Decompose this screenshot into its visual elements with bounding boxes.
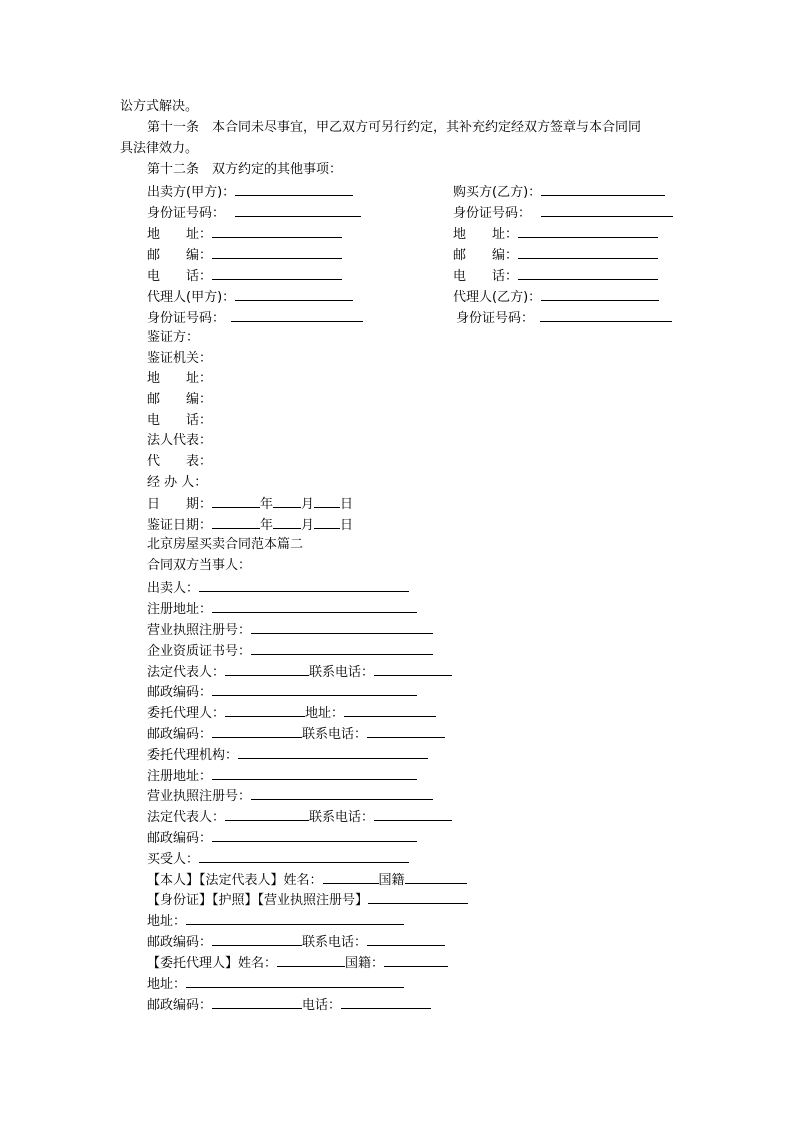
notary-org: 鉴证机关：: [147, 351, 213, 366]
notary-handler: 经 办 人：: [147, 475, 208, 490]
paragraph-continuation: 讼方式解决。: [120, 99, 199, 114]
field-label: 购买方(乙方)：: [453, 185, 542, 200]
field-label: 国籍：: [345, 956, 385, 971]
notary-phone: 电 话：: [147, 413, 213, 428]
blank-line[interactable]: [374, 807, 452, 821]
party-a-seller: [147, 182, 353, 200]
notary-zip: 邮 编：: [147, 392, 213, 407]
blank-line[interactable]: [199, 849, 409, 863]
blank-line[interactable]: [341, 995, 431, 1009]
blank-year[interactable]: [212, 515, 260, 529]
blank-line[interactable]: [251, 786, 433, 800]
blank-line[interactable]: [374, 662, 452, 676]
day-label: 日: [340, 518, 354, 533]
blank-line[interactable]: [212, 245, 342, 259]
article-11-line1: 第十一条 本合同未尽事宜，甲乙双方可另行约定，其补充约定经双方签章与本合同同: [147, 120, 642, 135]
notary-date: [147, 494, 353, 512]
blank-line[interactable]: [238, 745, 428, 759]
blank-line[interactable]: [235, 287, 353, 301]
party-b-phone: [453, 266, 658, 284]
year-label: 年: [260, 518, 274, 533]
blank-line[interactable]: [323, 870, 379, 884]
field-label: 联系电话：: [302, 935, 368, 950]
month-label: 月: [301, 518, 315, 533]
field-label: 身份证号码：: [147, 206, 226, 221]
blank-line[interactable]: [186, 974, 404, 988]
field-label: 日 期：: [147, 497, 213, 512]
field-label: 出卖人：: [147, 581, 200, 596]
field-label: 身份证号码：: [147, 311, 226, 326]
party-b-agent: [453, 287, 659, 305]
field-label: 【委托代理人】姓名：: [147, 956, 278, 971]
agency-legal-rep: [147, 807, 452, 825]
field-label: 邮政编码：: [147, 831, 213, 846]
field-label: 邮 编：: [453, 248, 519, 263]
field-label: 电 话：: [453, 269, 519, 284]
blank-line[interactable]: [368, 890, 468, 904]
blank-line[interactable]: [212, 682, 417, 696]
blank-line[interactable]: [212, 995, 302, 1009]
blank-line[interactable]: [212, 766, 417, 780]
field-label: 企业资质证书号：: [147, 644, 252, 659]
blank-line[interactable]: [405, 870, 467, 884]
agency-reg-address: [147, 766, 417, 784]
blank-line[interactable]: [251, 620, 433, 634]
blank-line[interactable]: [225, 807, 309, 821]
buyer-line: [147, 849, 409, 867]
blank-line[interactable]: [212, 932, 302, 946]
field-label: 代理人(甲方)：: [147, 290, 236, 305]
field-label: 国籍: [378, 873, 405, 888]
seller-agent-zip: [147, 724, 445, 742]
agency-biz-license: [147, 786, 433, 804]
party-b-address: [453, 224, 658, 242]
field-label: 地址：: [147, 977, 187, 992]
field-label: 买受人：: [147, 852, 200, 867]
seller-zip: [147, 682, 417, 700]
blank-line[interactable]: [225, 662, 309, 676]
field-label: 地址：: [147, 914, 187, 929]
field-label: 邮政编码：: [147, 685, 213, 700]
blank-year[interactable]: [212, 494, 260, 508]
blank-line[interactable]: [235, 203, 361, 217]
blank-line[interactable]: [212, 599, 417, 613]
seller-line: [147, 578, 409, 596]
agency-zip: [147, 828, 417, 846]
field-label: 邮政编码：: [147, 998, 213, 1013]
blank-month[interactable]: [273, 515, 301, 529]
notary-header: 鉴证方：: [147, 330, 200, 345]
blank-day[interactable]: [314, 515, 340, 529]
seller-legal-rep: [147, 662, 452, 680]
blank-line[interactable]: [212, 724, 302, 738]
field-label: 联系电话：: [302, 727, 368, 742]
blank-line[interactable]: [212, 224, 342, 238]
buyer-address: [147, 911, 404, 929]
day-label: 日: [340, 497, 354, 512]
field-label: 营业执照注册号：: [147, 789, 252, 804]
field-label: 出卖方(甲方)：: [147, 185, 236, 200]
month-label: 月: [301, 497, 315, 512]
buyer-zip: [147, 932, 445, 950]
blank-line[interactable]: [541, 182, 665, 196]
field-label: 地 址：: [147, 227, 213, 242]
field-label: 电话：: [302, 998, 342, 1013]
field-label: 联系电话：: [309, 665, 375, 680]
blank-line[interactable]: [231, 308, 363, 322]
blank-line[interactable]: [541, 203, 673, 217]
party-a-agent: [147, 287, 353, 305]
section2-parties: 合同双方当事人：: [147, 558, 252, 573]
field-label: 地址：: [305, 706, 345, 721]
notary-rep: 代 表：: [147, 454, 213, 469]
field-label: 电 话：: [147, 269, 213, 284]
blank-line[interactable]: [235, 182, 353, 196]
field-label: 身份证号码：: [453, 206, 532, 221]
field-label: 鉴证日期：: [147, 518, 213, 533]
buyer-id-type: [147, 890, 468, 908]
buyer-person: [147, 870, 467, 888]
seller-agent: [147, 703, 436, 721]
blank-line[interactable]: [251, 641, 433, 655]
blank-line[interactable]: [518, 245, 658, 259]
article-11-line2: 具法律效力。: [120, 141, 199, 156]
field-label: 法定代表人：: [147, 810, 226, 825]
party-b-zip: [453, 245, 658, 263]
blank-line[interactable]: [518, 224, 658, 238]
seller-agency: [147, 745, 428, 763]
field-label: 【本人】【法定代表人】姓名：: [147, 873, 323, 888]
party-a-agent-id: [147, 308, 363, 326]
blank-month[interactable]: [273, 494, 301, 508]
field-label: 邮政编码：: [147, 727, 213, 742]
seller-biz-license: [147, 620, 433, 638]
party-a-phone: [147, 266, 342, 284]
blank-line[interactable]: [541, 287, 659, 301]
blank-line[interactable]: [277, 953, 345, 967]
notary-legal-rep: 法人代表：: [147, 433, 213, 448]
field-label: 委托代理机构：: [147, 748, 239, 763]
party-b-buyer: [453, 182, 665, 200]
blank-line[interactable]: [344, 703, 436, 717]
blank-day[interactable]: [314, 494, 340, 508]
blank-line[interactable]: [212, 266, 342, 280]
buyer-agent: [147, 953, 448, 971]
buyer-agent-zip: [147, 995, 431, 1013]
notary-address: 地 址：: [147, 371, 213, 386]
field-label: 邮政编码：: [147, 935, 213, 950]
blank-line[interactable]: [212, 828, 417, 842]
blank-line[interactable]: [384, 953, 448, 967]
field-label: 地 址：: [453, 227, 519, 242]
buyer-agent-address: [147, 974, 404, 992]
party-a-address: [147, 224, 342, 242]
field-label: 注册地址：: [147, 769, 213, 784]
blank-line[interactable]: [518, 266, 658, 280]
notary-cert-date: [147, 515, 353, 533]
seller-qual-cert: [147, 641, 433, 659]
field-label: 法定代表人：: [147, 665, 226, 680]
blank-line[interactable]: [186, 911, 404, 925]
blank-line[interactable]: [367, 932, 445, 946]
blank-line[interactable]: [540, 308, 672, 322]
party-a-zip: [147, 245, 342, 263]
section2-title: 北京房屋买卖合同范本篇二: [147, 537, 304, 552]
year-label: 年: [260, 497, 274, 512]
field-label: 营业执照注册号：: [147, 623, 252, 638]
blank-line[interactable]: [225, 703, 305, 717]
party-b-agent-id: [456, 308, 672, 326]
field-label: 联系电话：: [309, 810, 375, 825]
field-label: 【身份证】【护照】【营业执照注册号】: [147, 893, 369, 908]
party-b-id: [453, 203, 673, 221]
field-label: 身份证号码：: [456, 311, 535, 326]
field-label: 委托代理人：: [147, 706, 226, 721]
seller-reg-address: [147, 599, 417, 617]
blank-line[interactable]: [367, 724, 445, 738]
field-label: 代理人(乙方)：: [453, 290, 542, 305]
field-label: 邮 编：: [147, 248, 213, 263]
field-label: 注册地址：: [147, 602, 213, 617]
party-a-id: [147, 203, 361, 221]
article-12-heading: 第十二条 双方约定的其他事项：: [147, 162, 343, 177]
blank-line[interactable]: [199, 578, 409, 592]
